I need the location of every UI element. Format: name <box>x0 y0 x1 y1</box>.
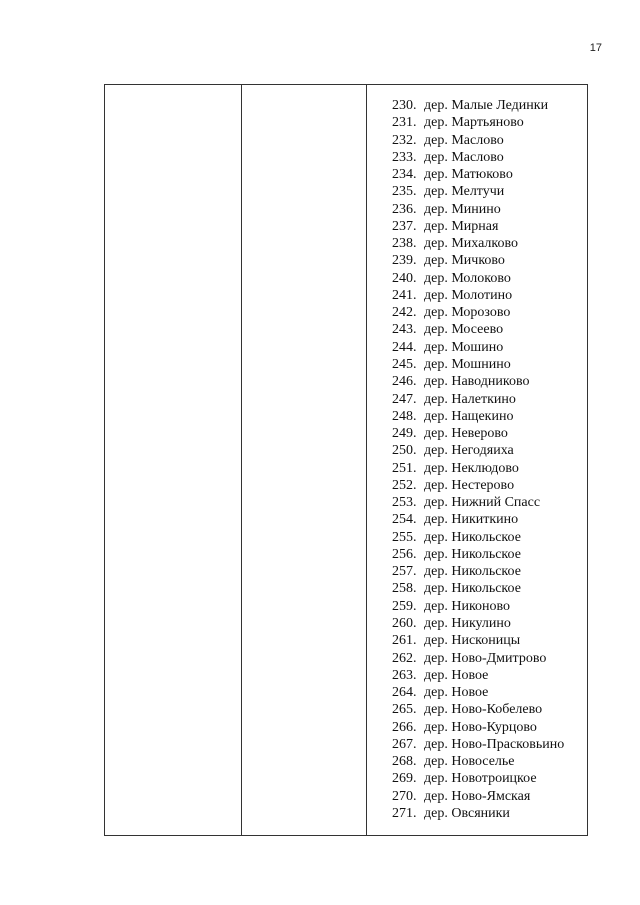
item-number: 247. <box>392 391 417 407</box>
settlement-name: дер. Никулино <box>424 615 511 631</box>
list-item <box>392 701 587 718</box>
page-number: 17 <box>589 42 602 54</box>
list-item <box>392 788 587 805</box>
table-column-2 <box>242 85 367 835</box>
list-item <box>392 511 587 528</box>
settlement-name: дер. Ново-Кобелево <box>424 702 543 718</box>
item-number: 252. <box>392 477 417 493</box>
list-item <box>392 460 587 477</box>
item-number: 258. <box>392 581 417 597</box>
item-number: 241. <box>392 287 417 303</box>
settlement-name: дер. Новоселье <box>424 754 515 770</box>
settlement-name: дер. Мичково <box>424 253 505 269</box>
item-number: 271. <box>392 805 417 821</box>
item-number: 260. <box>392 615 417 631</box>
item-number: 230. <box>392 98 417 113</box>
settlement-name: дер. Мошино <box>424 339 504 355</box>
settlement-name: дер. Ново-Ямская <box>424 788 531 804</box>
list-item <box>392 753 587 770</box>
settlement-name: дер. Никольское <box>424 529 521 545</box>
settlement-name: дер. Неверово <box>424 426 508 442</box>
item-number: 263. <box>392 667 417 683</box>
settlement-name: дер. Никоново <box>424 598 511 614</box>
settlement-name: дер. Морозово <box>424 305 511 321</box>
settlement-name: дер. Новотроицкое <box>424 771 537 787</box>
item-number: 238. <box>392 236 417 252</box>
item-number: 248. <box>392 408 417 424</box>
settlement-name: дер. Минино <box>424 201 501 217</box>
item-number: 235. <box>392 184 417 200</box>
table-column-1 <box>105 85 242 835</box>
item-number: 233. <box>392 149 417 165</box>
settlement-name: дер. Мирная <box>424 218 499 234</box>
settlement-name: дер. Никольское <box>424 581 521 597</box>
list-item <box>392 166 587 183</box>
settlement-name: дер. Ново-Курцово <box>424 719 537 735</box>
settlement-name: дер. Наводниково <box>424 374 530 390</box>
settlement-name: дер. Мошнино <box>424 356 511 372</box>
settlement-name: дер. Мартьяново <box>424 115 524 131</box>
list-item <box>392 339 587 356</box>
settlement-name: дер. Михалково <box>424 236 519 252</box>
item-number: 231. <box>392 115 417 131</box>
settlement-name: дер. Новое <box>424 667 489 683</box>
settlement-name: дер. Ново-Дмитрово <box>424 650 547 666</box>
settlements-table <box>104 84 588 836</box>
list-item <box>392 304 587 321</box>
settlement-name: дер. Неклюдово <box>424 460 519 476</box>
item-number: 250. <box>392 443 417 459</box>
settlement-name: дер. Новое <box>424 685 489 701</box>
list-item <box>392 235 587 252</box>
list-item <box>392 563 587 580</box>
item-number: 251. <box>392 460 417 476</box>
item-number: 270. <box>392 788 417 804</box>
settlement-name: дер. Никольское <box>424 564 521 580</box>
settlement-name: дер. Мелтучи <box>424 184 505 200</box>
item-number: 268. <box>392 754 417 770</box>
item-number: 267. <box>392 736 417 752</box>
list-item <box>392 356 587 373</box>
list-item <box>392 477 587 494</box>
item-number: 254. <box>392 512 417 528</box>
list-item <box>392 114 587 131</box>
list-item <box>392 805 587 822</box>
item-number: 242. <box>392 305 417 321</box>
settlement-name: дер. Нащекино <box>424 408 514 424</box>
settlement-name: дер. Никольское <box>424 546 521 562</box>
list-item <box>392 529 587 546</box>
list-item <box>392 391 587 408</box>
list-item <box>392 770 587 787</box>
settlement-name: дер. Малые Лединки <box>424 98 549 113</box>
list-item <box>392 321 587 338</box>
item-number: 234. <box>392 167 417 183</box>
list-item <box>392 442 587 459</box>
item-number: 253. <box>392 495 417 511</box>
settlement-name: дер. Матюково <box>424 167 513 183</box>
settlement-name: дер. Ново-Прасковьино <box>424 736 565 752</box>
list-item <box>392 252 587 269</box>
list-item <box>392 425 587 442</box>
settlement-name: дер. Мосеево <box>424 322 504 338</box>
list-item <box>392 149 587 166</box>
item-number: 265. <box>392 702 417 718</box>
table-column-3 <box>367 85 587 835</box>
list-item <box>392 615 587 632</box>
settlement-name: дер. Негодяиха <box>424 443 514 459</box>
settlement-name: дер. Маслово <box>424 149 504 165</box>
list-item <box>392 97 587 114</box>
settlement-name: дер. Нижний Спасс <box>424 495 541 511</box>
list-item <box>392 287 587 304</box>
item-number: 232. <box>392 132 417 148</box>
item-number: 266. <box>392 719 417 735</box>
item-number: 262. <box>392 650 417 666</box>
list-item <box>392 546 587 563</box>
item-number: 243. <box>392 322 417 338</box>
list-item <box>392 719 587 736</box>
settlement-list <box>392 97 587 822</box>
settlement-name: дер. Налеткино <box>424 391 516 407</box>
list-item <box>392 736 587 753</box>
list-item <box>392 408 587 425</box>
item-number: 237. <box>392 218 417 234</box>
settlement-name: дер. Молотино <box>424 287 513 303</box>
list-item <box>392 183 587 200</box>
list-item <box>392 598 587 615</box>
list-item <box>392 632 587 649</box>
list-item <box>392 650 587 667</box>
item-number: 264. <box>392 685 417 701</box>
list-item <box>392 684 587 701</box>
settlement-name: дер. Нестерово <box>424 477 515 493</box>
item-number: 255. <box>392 529 417 545</box>
item-number: 269. <box>392 771 417 787</box>
item-number: 244. <box>392 339 417 355</box>
item-number: 259. <box>392 598 417 614</box>
list-item <box>392 132 587 149</box>
item-number: 240. <box>392 270 417 286</box>
list-item <box>392 201 587 218</box>
list-item <box>392 373 587 390</box>
item-number: 236. <box>392 201 417 217</box>
settlement-name: дер. Молоково <box>424 270 511 286</box>
item-number: 239. <box>392 253 417 269</box>
item-number: 256. <box>392 546 417 562</box>
item-number: 245. <box>392 356 417 372</box>
settlement-name: дер. Никиткино <box>424 512 519 528</box>
settlement-name: дер. Нисконицы <box>424 633 521 649</box>
list-item <box>392 218 587 235</box>
settlement-name: дер. Овсяники <box>424 805 510 821</box>
list-item <box>392 494 587 511</box>
item-number: 257. <box>392 564 417 580</box>
list-item <box>392 667 587 684</box>
item-number: 261. <box>392 633 417 649</box>
settlement-name: дер. Маслово <box>424 132 504 148</box>
list-item <box>392 580 587 597</box>
item-number: 249. <box>392 426 417 442</box>
list-item <box>392 270 587 287</box>
item-number: 246. <box>392 374 417 390</box>
